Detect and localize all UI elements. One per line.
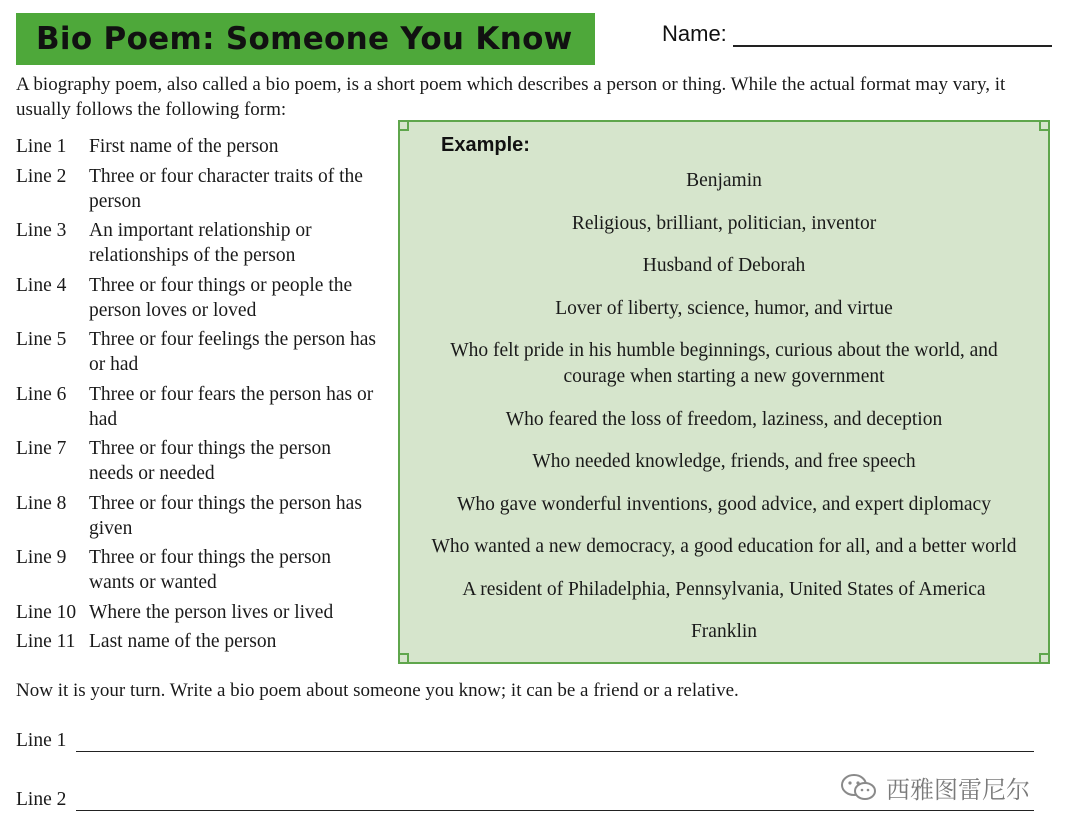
form-line-description: Three or four things or people the person loves or loved (89, 274, 353, 321)
write-line-row (16, 730, 1034, 752)
form-line-description: Three or four things the person needs or needed (89, 438, 332, 484)
instruction-text: Now it is your turn. Write a bio poem about someone you know; it can be a friend or a relative. (16, 680, 739, 701)
form-line-description: Three or four feelings the person has or had (89, 329, 376, 375)
poem-line: Who wanted a new democracy, a good education for all, and a better world (431, 536, 1017, 557)
poem-line: Religious, brilliant, politician, inventor (571, 212, 877, 234)
form-line-item (16, 545, 376, 595)
form-line-number: Line 1 (16, 136, 67, 157)
write-line-label: Line 2 (16, 789, 67, 810)
form-line-item (16, 382, 376, 432)
form-line-number: Line 9 (16, 547, 67, 568)
poem-line: Husband of Deborah (642, 255, 806, 276)
poem-line: Benjamin (686, 170, 762, 191)
example-box (398, 120, 1050, 664)
page-title: Bio Poem: Someone You Know (36, 21, 573, 57)
form-line-number: Line 4 (16, 274, 67, 296)
poem-line: Who needed knowledge, friends, and free speech (532, 451, 916, 472)
poem-line: Lover of liberty, science, humor, and virtue (555, 297, 893, 319)
write-line-blank[interactable] (76, 731, 1034, 752)
form-line-description: Last name of the person (89, 631, 277, 652)
form-line-number: Line 7 (16, 438, 67, 459)
form-line-number: Line 6 (16, 383, 67, 405)
form-line-description: Three or four things the person wants or wanted (89, 547, 332, 593)
write-line-label: Line 1 (16, 730, 67, 751)
form-line-number: Line 2 (16, 165, 67, 187)
poem-line: Who gave wonderful inventions, good advice, and expert diplomacy (457, 493, 991, 515)
form-line-description: First name of the person (89, 136, 279, 157)
form-line-number: Line 10 (16, 601, 77, 623)
poem-line: Who felt pride in his humble beginnings, curious about the world, and courage when starting a new government (450, 340, 998, 387)
form-line-item (16, 600, 376, 625)
form-line-description: Where the person lives or lived (89, 601, 334, 623)
intro-paragraph: A biography poem, also called a bio poem, is a short poem which describes a person or thing. While the actual format may vary, it usually follows the following form: (16, 74, 1006, 120)
example-poem (400, 168, 1048, 662)
form-line-description: Three or four character traits of the person (89, 165, 363, 212)
form-line-item (16, 164, 376, 214)
form-line-item (16, 327, 376, 377)
form-line-list (16, 134, 376, 659)
form-line-description: Three or four things the person has given (89, 492, 362, 539)
title-banner (16, 13, 595, 65)
watermark (840, 770, 1030, 805)
form-line-number: Line 11 (16, 631, 76, 652)
poem-line: Franklin (690, 621, 758, 642)
form-line-item (16, 436, 376, 486)
form-line-description: An important relationship or relationships of the person (89, 220, 312, 266)
wechat-icon (840, 773, 878, 803)
watermark-text: 西雅图雷尼尔 (886, 776, 1030, 804)
name-label: Name: (662, 21, 727, 46)
poem-line: A resident of Philadelphia, Pennsylvania, United States of America (462, 578, 986, 600)
form-line-number: Line 5 (16, 329, 67, 350)
name-blank-line[interactable] (733, 21, 1052, 47)
form-line-item (16, 134, 376, 159)
form-line-number: Line 8 (16, 492, 67, 514)
form-line-description: Three or four fears the person has or had (89, 383, 374, 430)
poem-line: Who feared the loss of freedom, laziness, and deception (505, 408, 943, 430)
corner-ornament (1039, 120, 1050, 131)
form-line-number: Line 3 (16, 220, 67, 241)
form-line-item (16, 273, 376, 323)
form-line-item (16, 218, 376, 268)
example-label: Example: (441, 134, 530, 156)
form-line-item (16, 491, 376, 541)
name-field (662, 17, 1052, 47)
corner-ornament (398, 120, 409, 131)
form-line-item (16, 629, 376, 654)
